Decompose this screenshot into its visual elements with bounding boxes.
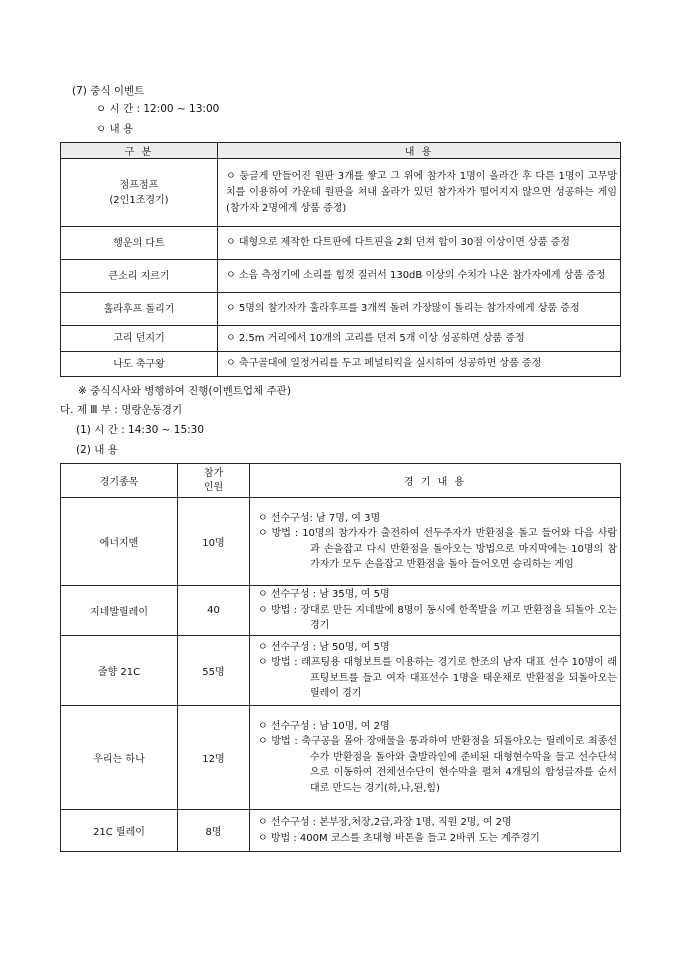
- game-method: ㅇ 방법 : 장대로 만든 지네발에 8명이 동시에 한쪽발을 끼고 반환점을 되돌아 오는 경기: [258, 604, 617, 632]
- t1-header-category: 구 분: [61, 143, 218, 159]
- game-content: [250, 586, 621, 636]
- game-count: 8명: [178, 810, 250, 852]
- game-count: 40: [178, 586, 250, 636]
- game-content: [250, 810, 621, 852]
- game-content: [250, 706, 621, 810]
- event-desc: ㅇ 축구골대에 일정거리를 두고 페널티킥을 실시하여 성공하면 상품 증정: [218, 352, 621, 377]
- table-row: [61, 260, 621, 293]
- game-members: ㅇ 선수구성 : 남 10명, 여 2명: [258, 720, 390, 732]
- game-members: ㅇ 선수구성 : 남 35명, 여 5명: [258, 589, 390, 601]
- content-line-2: (2) 내 용: [76, 444, 118, 456]
- game-name: 21C 릴레이: [61, 810, 178, 852]
- event-desc: ㅇ 둥글게 만들어진 원판 3개를 쌓고 그 위에 참가자 1명이 올라간 후 다른 1명이 고무망치를 이용하여 가운데 원판을 쳐내 올라가 있던 참가자가 떨어지지 않으면 성공하는 게임 (참가자 2명에게 상품 증정): [218, 159, 621, 227]
- game-method: ㅇ 방법 : 축구공을 몰아 장애물을 통과하여 반환점을 되돌아오는 릴레이로 최종선수가 반환점을 돌아와 출발라인에 준비된 대형현수막을 들고 선수단석으로 이동하여 전체선수단이 현수막을 펼쳐 4개팀의 합성글자를 순서대로 만드는 경기(하,나,된,힘): [258, 736, 617, 794]
- table-row: [61, 636, 621, 706]
- game-members: ㅇ 선수구성 : 본부장,처장,2급,과장 1명, 직원 2명, 여 2명: [258, 817, 512, 828]
- time-line-1: (1) 시 간 : 14:30 ~ 15:30: [76, 424, 205, 436]
- sports-game-table: [60, 463, 621, 852]
- event-name: 고리 던지기: [61, 326, 218, 352]
- event-desc: ㅇ 소음 측정기에 소리를 힘껏 질러서 130dB 이상의 수치가 나온 참가자에게 상품 증정: [218, 260, 621, 293]
- game-name: 줄향 21C: [61, 636, 178, 706]
- t2-header-count: 참가 인원: [178, 464, 250, 498]
- t2-header-content: 경 기 내 용: [250, 464, 621, 498]
- event-name: 행운의 다트: [61, 227, 218, 260]
- event-name: 나도 축구왕: [61, 352, 218, 377]
- table-row: [61, 227, 621, 260]
- game-members: ㅇ 선수구성: 남 7명, 여 3명: [258, 512, 381, 524]
- event-desc: ㅇ 2.5m 거리에서 10개의 고리를 던져 5개 이상 성공하면 상품 증정: [218, 326, 621, 352]
- game-count: 55명: [178, 636, 250, 706]
- table-row: [61, 498, 621, 586]
- game-method: ㅇ 방법 : 10명의 참가자가 출전하여 선두주자가 반환점을 돌고 들어와 다음 사람과 손을잡고 다시 반환점을 돌아오는 방법으로 마지막에는 10명의 참가자가 모두 손을잡고 반환점을 돌아 들어오면 승리하는 게임: [258, 528, 617, 570]
- time-line-7: ㅇ 시 간 : 12:00 ~ 13:00: [96, 103, 220, 115]
- table-row: [61, 159, 621, 227]
- game-name: 지네발릴레이: [61, 586, 178, 636]
- table-row: [61, 326, 621, 352]
- table-row: [61, 586, 621, 636]
- game-count: 10명: [178, 498, 250, 586]
- game-count: 12명: [178, 706, 250, 810]
- note-line: ※ 중식식사와 병행하여 진행(이벤트업체 주관): [78, 385, 291, 397]
- lunch-event-table: [60, 142, 621, 377]
- table-row: [61, 810, 621, 852]
- event-desc: ㅇ 대형으로 제작한 다트판에 다트핀을 2회 던져 합이 30점 이상이면 상품 증정: [218, 227, 621, 260]
- table-row: [61, 706, 621, 810]
- game-name: 우리는 하나: [61, 706, 178, 810]
- section-7-title: (7) 중식 이벤트: [72, 85, 145, 97]
- t1-header-content: 내 용: [218, 143, 621, 159]
- event-name: 큰소리 지르기: [61, 260, 218, 293]
- game-content: [250, 498, 621, 586]
- game-members: ㅇ 선수구성 : 남 50명, 여 5명: [258, 641, 390, 653]
- event-desc: ㅇ 5명의 참가자가 훌라후프를 3개씩 돌려 가장많이 돌리는 참가자에게 상품 증정: [218, 293, 621, 326]
- content-line-7: ㅇ 내 용: [96, 123, 134, 135]
- table-row: [61, 293, 621, 326]
- game-content: [250, 636, 621, 706]
- game-name: 에너지맨: [61, 498, 178, 586]
- game-method: ㅇ 방법 : 400M 코스를 초대형 바톤을 들고 2바퀴 도는 계주경기: [258, 832, 540, 844]
- event-name: 점프점프 (2인1조경기): [61, 159, 218, 227]
- table-row: [61, 352, 621, 377]
- event-name: 훌라후프 돌리기: [61, 293, 218, 326]
- game-method: ㅇ 방법 : 래프팅용 대형보트를 이용하는 경기로 한조의 남자 대표 선수 10명이 래프팅보트를 들고 여자 대표선수 1명을 태운채로 반환점을 되돌아오는 릴레이 경기: [258, 657, 617, 699]
- part-3-title: 다. 제 Ⅲ 부 : 명랑운동경기: [60, 404, 183, 416]
- t2-header-event: 경기종목: [61, 464, 178, 498]
